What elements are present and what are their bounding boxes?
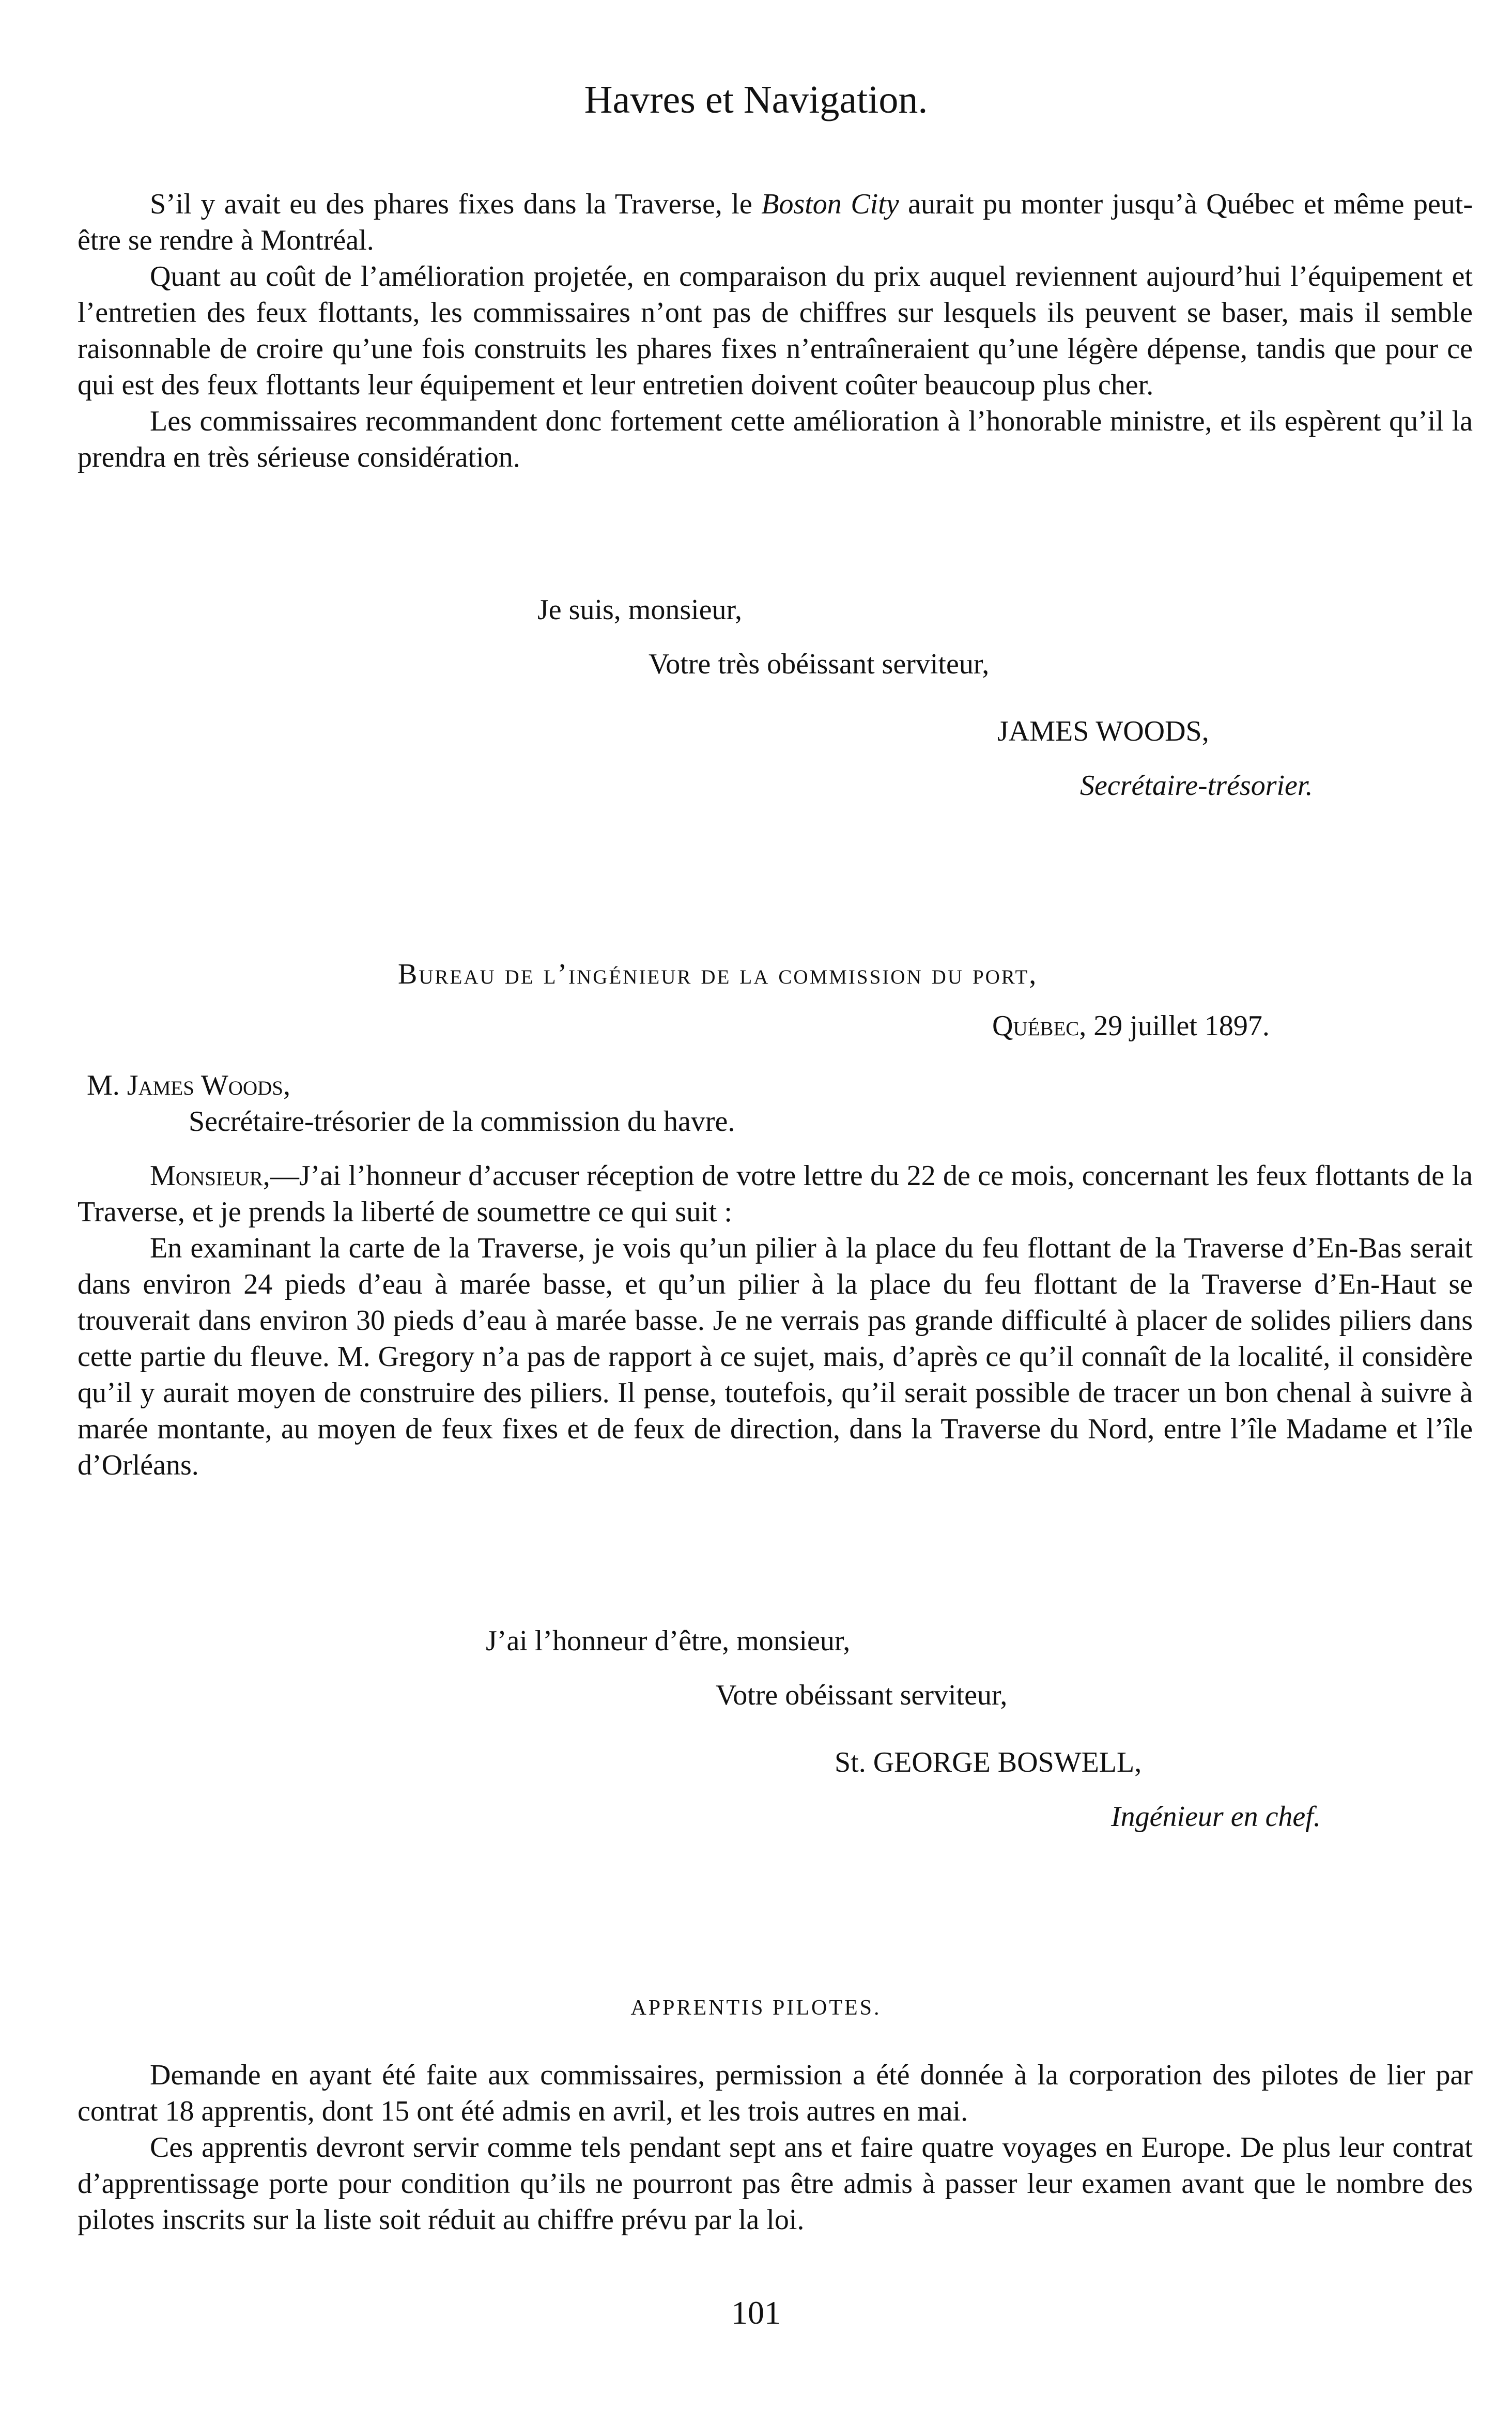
letter2-signature-title: Ingénieur en chef. — [1111, 1801, 1321, 1833]
letter1-closing: Je suis, monsieur, — [537, 594, 742, 626]
letter2-paragraph-1 — [78, 1158, 1473, 1230]
section-paragraph-1: Demande en ayant été faite aux commissaires, permission a été donnée à la corporation des pilotes de lier par contrat 18 apprentis, dont 15 ont été admis en avril, et les trois autres en mai. — [78, 2059, 1473, 2127]
addressee-title: Secrétaire-trésorier de la commission du havre. — [189, 1106, 735, 1138]
addressee-name: M. James Woods, — [87, 1069, 290, 1101]
letter1-paragraph-2: Quant au coût de l’amélioration projetée, en comparaison du prix auquel reviennent aujourd’hui l’équipement et l’entretien des feux flottants, les commissaires n’ont pas de chiffres sur lesquels ils peuvent se baser, mais il semble raisonnable de croire qu’une fois construits les phares fixes n’entraîneraient qu’une légère dépense, tandis que pour ce qui est des feux flottants leur équipement et leur entretien doivent coûter beaucoup plus cher. — [78, 260, 1473, 401]
letter1-signature-title: Secrétaire-trésorier. — [1080, 770, 1313, 802]
letter1-signature: JAMES WOODS, — [997, 715, 1209, 747]
section-body — [78, 2057, 1473, 2238]
running-title: Havres et Navigation. — [584, 78, 928, 121]
letter2-closing-2: Votre obéissant serviteur, — [716, 1679, 1008, 1711]
letter1-closing-2: Votre très obéissant serviteur, — [649, 648, 990, 680]
letter2-body — [78, 1158, 1473, 1483]
letter2-signature: St. GEORGE BOSWELL, — [835, 1746, 1142, 1778]
letter1-paragraph-1 — [78, 186, 1473, 258]
section-heading: APPRENTIS PILOTES. — [630, 1996, 882, 2020]
letter1-body — [78, 186, 1473, 475]
letter2-p1-text: —J’ai l’honneur d’accuser réception de votre lettre du 22 de ce mois, concernant les feux flottants de la Traverse, et je prends la liberté de soumettre ce qui suit : — [78, 1160, 1473, 1228]
date-text: 29 juillet 1897. — [1086, 1010, 1270, 1042]
letter1-paragraph-3: Les commissaires recommandent donc fortement cette amélioration à l’honorable ministre, et ils espèrent qu’il la prendra en très sérieuse considération. — [78, 405, 1473, 473]
ship-name: Boston City — [761, 188, 899, 220]
letter2-closing: J’ai l’honneur d’être, monsieur, — [486, 1625, 851, 1657]
page-number: 101 — [731, 2294, 781, 2331]
office-heading: Bureau de l’ingénieur de la commission du port, — [398, 958, 1038, 990]
letter2-paragraph-2: En examinant la carte de la Traverse, je vois qu’un pilier à la place du feu flottant de la Traverse d’En-Bas serait dans environ 24 pieds d’eau à marée basse, et qu’un pilier à la place du feu flottant de la Traverse d’En-Haut se trouverait dans environ 30 pieds d’eau à marée basse. Je ne verrais pas grande difficulté à placer de solides piliers dans cette partie du fleuve. M. Gregory n’a pas de rapport à ce sujet, mais, d’après ce qu’il connaît de la localité, il considère qu’il y aurait moyen de construire des piliers. Il pense, toutefois, qu’il serait possible de tracer un bon chenal à suivre à marée montante, au moyen de feux fixes et de feux de direction, dans la Traverse du Nord, entre l’île Madame et l’île d’Orléans. — [78, 1232, 1473, 1481]
salutation: Monsieur, — [150, 1160, 270, 1192]
letter1-p1-text-a: S’il y avait eu des phares fixes dans la Traverse, le — [150, 188, 762, 220]
place-date — [992, 1008, 1270, 1044]
section-paragraph-2: Ces apprentis devront servir comme tels pendant sept ans et faire quatre voyages en Europe. De plus leur contrat d’apprentissage porte pour condition qu’ils ne pourront pas être admis à passer leur examen avant que le nombre des pilotes inscrits sur la liste soit réduit au chiffre prévu par la loi. — [78, 2131, 1473, 2236]
letter1-p1-text-b: aurait pu monter jusqu’à Québec et même peut-être se rendre à Montréal. — [78, 188, 1473, 256]
place-name: Québec, — [992, 1010, 1087, 1042]
